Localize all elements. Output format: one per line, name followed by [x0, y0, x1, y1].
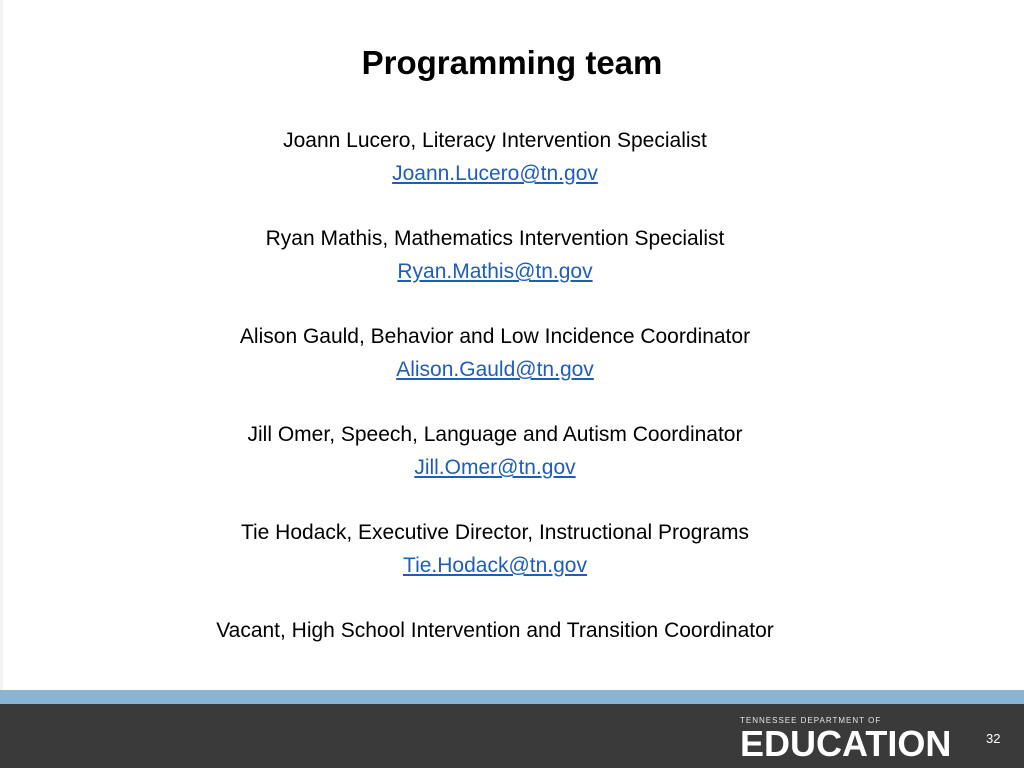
contact-role: Alison Gauld, Behavior and Low Incidence Coordinator [239, 325, 751, 348]
contact-role: Vacant, High School Intervention and Transition Coordinator [216, 619, 774, 642]
contact-role: Jill Omer, Speech, Language and Autism Coordinator [247, 423, 743, 446]
contact-role: Tie Hodack, Executive Director, Instructional Programs [240, 521, 750, 544]
contact-email-link[interactable]: Joann.Lucero@tn.gov [392, 162, 598, 185]
contact-email-link[interactable]: Tie.Hodack@tn.gov [403, 554, 587, 577]
contact-entry [0, 222, 990, 320]
footer-accent-stripe [0, 690, 1024, 704]
logo-education-text: EDUCATION [740, 723, 952, 764]
contact-role: Ryan Mathis, Mathematics Intervention Specialist [265, 227, 725, 250]
contact-entry [0, 516, 990, 614]
page-number: 32 [986, 731, 1001, 746]
contact-list [0, 124, 990, 712]
contact-entry [0, 418, 990, 516]
slide-title: Programming team [361, 44, 663, 81]
tn-education-logo [740, 716, 970, 762]
contact-entry [0, 124, 990, 222]
contact-email-link[interactable]: Alison.Gauld@tn.gov [396, 358, 594, 381]
contact-email-link[interactable]: Ryan.Mathis@tn.gov [397, 260, 593, 283]
contact-role: Joann Lucero, Literacy Intervention Specialist [283, 129, 707, 152]
contact-entry [0, 320, 990, 418]
logo-department-text: TENNESSEE DEPARTMENT OF [740, 716, 882, 725]
contact-email-link[interactable]: Jill.Omer@tn.gov [414, 456, 576, 479]
